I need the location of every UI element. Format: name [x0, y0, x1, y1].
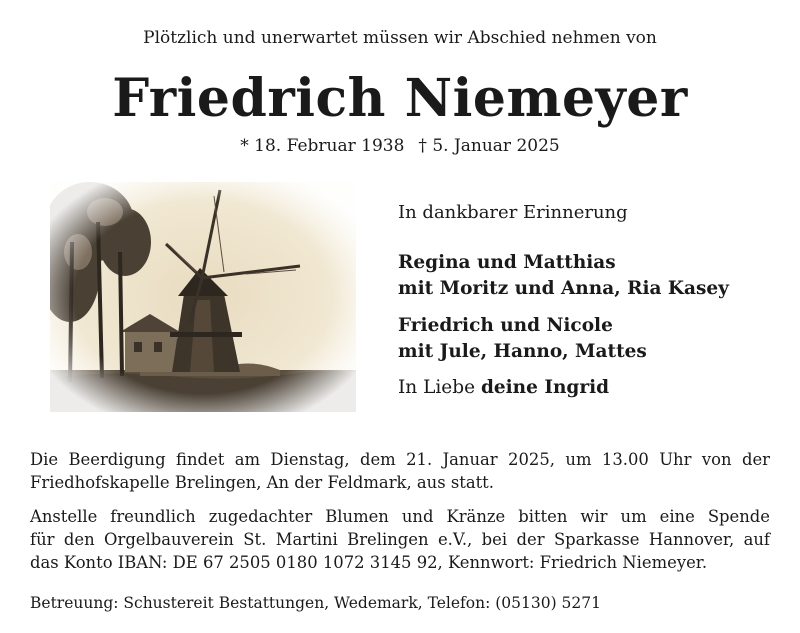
- funeral-notice: [30, 448, 770, 494]
- family-line: Friedrich und Nicole: [398, 315, 613, 336]
- funeral-line: Die Beerdigung findet am Dienstag, dem 21. Januar 2025, um 13.00 Uhr von der: [30, 450, 770, 469]
- intro-text: Plötzlich und unerwartet müssen wir Abschied nehmen von: [143, 28, 657, 48]
- birth-date: * 18. Februar 1938: [240, 136, 405, 156]
- family-line: Regina und Matthias: [398, 252, 616, 273]
- widow-name: deine Ingrid: [480, 377, 610, 398]
- deceased-name: Friedrich Niemeyer: [112, 68, 688, 129]
- donation-line: das Konto IBAN: DE 67 2505 0180 1072 3145 92, Kennwort: Friedrich Niemeyer.: [30, 553, 708, 572]
- windmill-photo: [50, 182, 356, 412]
- love-prefix: In Liebe: [398, 377, 481, 398]
- life-dates: [0, 134, 800, 158]
- family-group-2: [398, 313, 647, 365]
- funeral-home-info: Betreuung: Schustereit Bestattungen, Wedemark, Telefon: (05130) 5271: [30, 594, 601, 612]
- love-line: [398, 375, 609, 401]
- memory-line: In dankbarer Erinnerung: [398, 202, 628, 223]
- family-group-1: [398, 250, 729, 302]
- family-line: mit Moritz und Anna, Ria Kasey: [398, 278, 729, 299]
- donation-line: Anstelle freundlich zugedachter Blumen und Kränze bitten wir um eine Spende: [30, 507, 770, 526]
- donation-notice: [30, 505, 770, 574]
- death-date: † 5. Januar 2025: [418, 136, 560, 156]
- funeral-line: Friedhofskapelle Brelingen, An der Feldmark, aus statt.: [30, 473, 494, 492]
- donation-line: für den Orgelbauverein St. Martini Brelingen e.V., bei der Sparkasse Hannover, auf: [30, 530, 770, 549]
- family-line: mit Jule, Hanno, Mattes: [398, 341, 647, 362]
